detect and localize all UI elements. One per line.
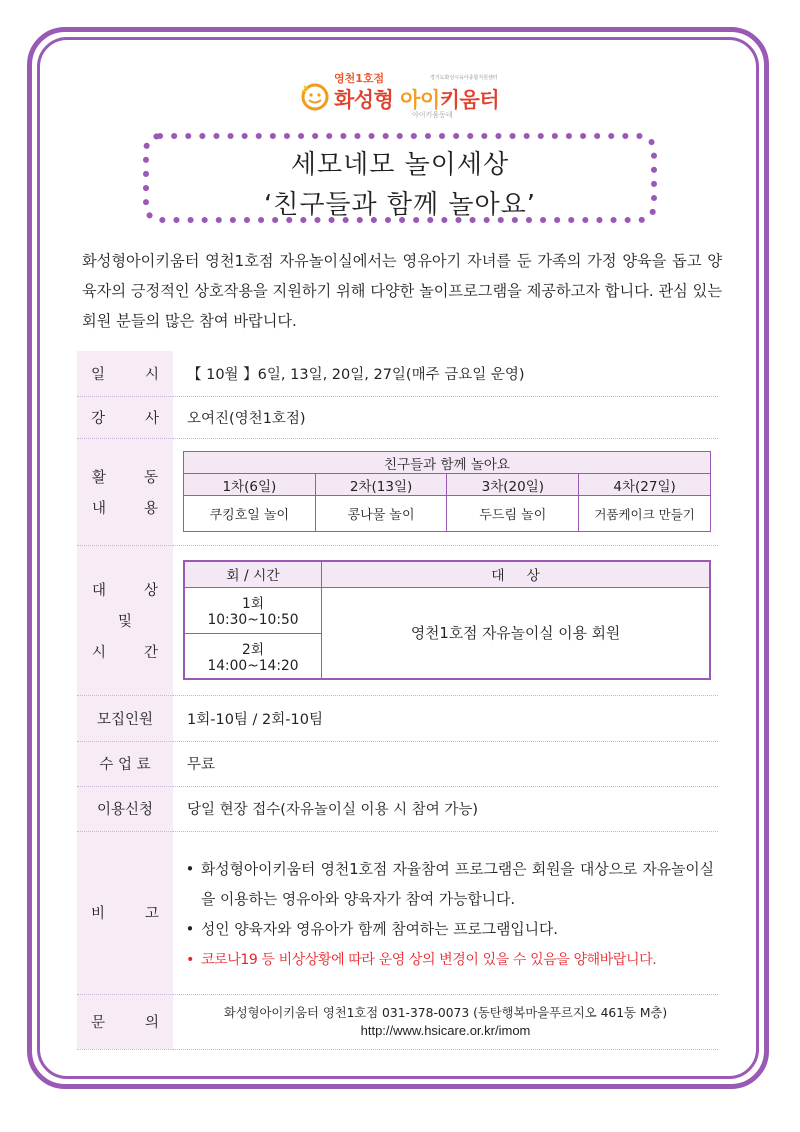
- logo-brand: 화성형 아이키움터: [334, 88, 500, 112]
- title-line-1: 세모네모 놀이세상: [290, 150, 510, 180]
- round-4: 4차(27일): [579, 474, 711, 496]
- value-contact: [173, 994, 718, 1049]
- info-table: [77, 351, 718, 1050]
- row-activity: [77, 438, 718, 545]
- logo-org: 경기도화성시육아종합지원센터: [430, 75, 498, 81]
- label-instructor: 강 사: [77, 396, 173, 438]
- center-logo: [300, 68, 520, 128]
- contact-line: 화성형아이키움터 영천1호점 031-378-0073 (동탄행복마을푸르지오 461동 M층): [223, 1005, 668, 1020]
- activity-header: 친구들과 함께 놀아요: [184, 452, 711, 474]
- note-item: • 성인 양육자와 영유아가 함께 참여하는 프로그램입니다.: [185, 920, 558, 938]
- value-capacity: 1회-10팀 / 2회-10팀: [173, 695, 718, 741]
- round-2: 2차(13일): [315, 474, 447, 496]
- title-line-2: ‘친구들과 함께 놀아요’: [263, 190, 537, 220]
- logo-sub: 아이키움동네: [412, 111, 453, 119]
- note-warning: • 코로나19 등 비상상황에 따라 운영 상의 변경이 있을 수 있음을 양해바랍니다.: [186, 951, 657, 968]
- note-item: • 화성형아이키움터 영천1호점 자율참여 프로그램은 회원을 대상으로 자유놀이실을 이용하는 영유아와 양육자가 참여 가능합니다.: [185, 860, 714, 908]
- round-3: 3차(20일): [447, 474, 579, 496]
- slot-2: 2회 14:00~14:20: [184, 633, 322, 679]
- intro-paragraph: 화성형아이키움터 영천1호점 자유놀이실에서는 영유아기 자녀를 둔 가족의 가정 양육을 돕고 양육자의 긍정적인 상호작용을 지원하기 위해 다양한 놀이프로그램을 제공하고자 합니다. 관심 있는 회원 분들의 많은 참여 바랍니다.: [82, 252, 722, 330]
- row-instructor: [77, 396, 718, 438]
- row-apply: [77, 786, 718, 831]
- col-target: 대 상: [322, 561, 711, 587]
- title-box: [140, 130, 660, 226]
- label-notes: 비 고: [77, 831, 173, 994]
- activity-3: 두드림 놀이: [447, 496, 579, 532]
- activity-table: [183, 451, 711, 532]
- row-target: [77, 545, 718, 695]
- row-datetime: [77, 351, 718, 396]
- activity-4: 거품케이크 만들기: [579, 496, 711, 532]
- logo-branch: 영천1호점: [334, 72, 385, 85]
- schedule-table: [183, 560, 711, 680]
- activity-1: 쿠킹호일 놀이: [184, 496, 316, 532]
- value-instructor: 오여진(영천1호점): [173, 396, 718, 438]
- label-datetime: 일 시: [77, 351, 173, 396]
- row-capacity: [77, 695, 718, 741]
- value-apply: 당일 현장 접수(자유놀이실 이용 시 참여 가능): [173, 786, 718, 831]
- row-contact: [77, 994, 718, 1049]
- col-time: 회 / 시간: [184, 561, 322, 587]
- smiley-logo-icon: [300, 82, 330, 112]
- activity-2: 콩나물 놀이: [315, 496, 447, 532]
- target-value: 영천1호점 자유놀이실 이용 회원: [322, 587, 711, 679]
- label-target: 대 상 및 시 간: [77, 545, 173, 695]
- notes-list: [179, 851, 718, 975]
- label-capacity: 모집인원: [77, 695, 173, 741]
- slot-1: 1회 10:30~10:50: [184, 587, 322, 633]
- round-1: 1차(6일): [184, 474, 316, 496]
- label-activity: 활 동 내 용: [77, 438, 173, 545]
- label-contact: 문 의: [77, 994, 173, 1049]
- label-apply: 이용신청: [77, 786, 173, 831]
- value-datetime: 【 10월 】6일, 13일, 20일, 27일(매주 금요일 운영): [173, 351, 718, 396]
- contact-url[interactable]: http://www.hsicare.or.kr/imom: [360, 1022, 531, 1038]
- row-notes: [77, 831, 718, 994]
- label-fee: 수 업 료: [77, 741, 173, 786]
- value-fee: 무료: [173, 741, 718, 786]
- row-fee: [77, 741, 718, 786]
